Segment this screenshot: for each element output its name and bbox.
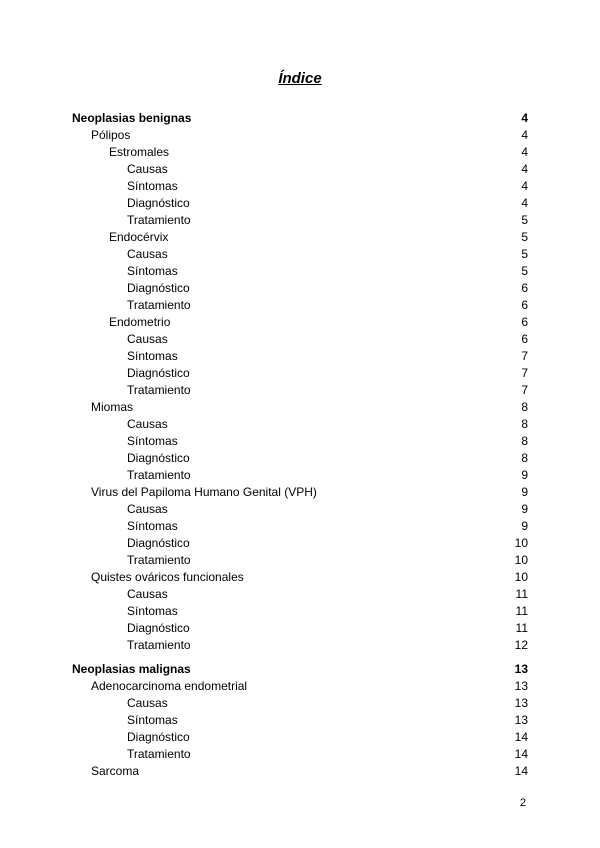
toc-entry-label: Tratamiento (127, 468, 191, 482)
toc-entry[interactable] (72, 178, 528, 195)
toc-entry[interactable] (72, 678, 528, 695)
toc-entry-label: Causas (127, 587, 168, 601)
toc-entry-page: 7 (521, 383, 528, 397)
toc-entry-label: Sarcoma (91, 764, 140, 778)
toc-entry[interactable] (72, 280, 528, 297)
toc-entry-page: 14 (514, 764, 528, 778)
toc-entry[interactable] (72, 161, 528, 178)
toc-entry[interactable] (72, 263, 528, 280)
toc-entry-label: Síntomas (127, 434, 178, 448)
toc-entry[interactable] (72, 746, 528, 763)
toc-entry[interactable] (72, 195, 528, 212)
toc-entry[interactable] (72, 399, 528, 416)
toc-entry-label: Quistes ováricos funcionales (91, 570, 244, 584)
toc-entry-page: 8 (521, 451, 528, 465)
toc-entry[interactable] (72, 127, 528, 144)
toc-entry[interactable] (72, 535, 528, 552)
toc-entry-page: 4 (521, 145, 528, 159)
toc-entry[interactable] (72, 586, 528, 603)
toc-section-entry[interactable] (72, 661, 528, 678)
toc-entry-label: Endometrio (109, 315, 171, 329)
toc-entry-label: Pólipos (91, 128, 131, 142)
toc-entry-label: Tratamiento (127, 383, 191, 397)
toc-entry-page: 13 (514, 713, 528, 727)
toc-entry-label: Virus del Papiloma Humano Genital (VPH) (91, 485, 317, 499)
toc-entry-label: Tratamiento (127, 747, 191, 761)
toc-entry[interactable] (72, 763, 528, 780)
toc-entry-page: 4 (521, 196, 528, 210)
toc-entry[interactable] (72, 518, 528, 535)
toc-entry[interactable] (72, 467, 528, 484)
toc-entry-page: 13 (514, 696, 528, 710)
toc-entry-label: Causas (127, 332, 168, 346)
toc-entry-page: 10 (514, 570, 528, 584)
toc-entry-label: Tratamiento (127, 638, 191, 652)
toc-entry-label: Diagnóstico (127, 281, 190, 295)
toc-entry-page: 6 (521, 281, 528, 295)
toc-entry-label: Causas (127, 417, 168, 431)
toc-entry[interactable] (72, 331, 528, 348)
toc-entry-label: Diagnóstico (127, 730, 190, 744)
toc-entry-page: 11 (515, 587, 528, 601)
toc-entry-label: Síntomas (127, 179, 178, 193)
toc-entry[interactable] (72, 569, 528, 586)
toc-entry-label: Miomas (91, 400, 134, 414)
toc-entry-label: Causas (127, 502, 168, 516)
toc-entry-label: Síntomas (127, 519, 178, 533)
toc-entry-label: Síntomas (127, 604, 178, 618)
toc-entry-page: 7 (521, 349, 528, 363)
toc-entry-page: 12 (514, 638, 528, 652)
toc-entry-label: Causas (127, 247, 168, 261)
toc-entry-label: Síntomas (127, 264, 178, 278)
toc-entry-page: 9 (521, 468, 528, 482)
toc-entry-label: Causas (127, 162, 168, 176)
toc-entry-label: Tratamiento (127, 298, 191, 312)
toc-entry-page: 9 (521, 485, 528, 499)
toc-entry[interactable] (72, 695, 528, 712)
toc-entry-label: Causas (127, 696, 168, 710)
toc-entry-label: Diagnóstico (127, 366, 190, 380)
toc-entry-page: 9 (521, 502, 528, 516)
table-of-contents (72, 110, 528, 780)
toc-entry-page: 6 (521, 315, 528, 329)
toc-entry-page: 8 (521, 417, 528, 431)
toc-entry-label: Síntomas (127, 713, 178, 727)
toc-entry-page: 5 (521, 230, 528, 244)
toc-entry-label: Diagnóstico (127, 536, 190, 550)
toc-entry-label: Neoplasias benignas (72, 111, 192, 125)
toc-entry[interactable] (72, 229, 528, 246)
toc-entry[interactable] (72, 729, 528, 746)
toc-entry-label: Tratamiento (127, 553, 191, 567)
toc-entry[interactable] (72, 246, 528, 263)
toc-entry-page: 9 (521, 519, 528, 533)
toc-entry-page: 10 (514, 553, 528, 567)
toc-entry-page: 6 (521, 332, 528, 346)
toc-entry[interactable] (72, 348, 528, 365)
toc-entry-label: Estromales (109, 145, 170, 159)
toc-entry[interactable] (72, 365, 528, 382)
toc-entry-label: Diagnóstico (127, 621, 190, 635)
page-title: Índice (278, 70, 322, 87)
toc-entry-page: 8 (521, 400, 528, 414)
toc-entry-page: 4 (521, 179, 528, 193)
toc-entry-page: 14 (514, 730, 528, 744)
toc-entry-page: 4 (521, 162, 528, 176)
toc-entry[interactable] (72, 637, 528, 654)
toc-entry-label: Síntomas (127, 349, 178, 363)
toc-entry[interactable] (72, 552, 528, 569)
toc-entry-page: 10 (514, 536, 528, 550)
page-number: 2 (519, 797, 526, 809)
toc-entry-label: Tratamiento (127, 213, 191, 227)
toc-entry[interactable] (72, 297, 528, 314)
toc-entry-page: 7 (521, 366, 528, 380)
toc-entry[interactable] (72, 382, 528, 399)
toc-entry-label: Adenocarcinoma endometrial (91, 679, 248, 693)
toc-entry-page: 5 (521, 213, 528, 227)
toc-entry-page: 14 (514, 747, 528, 761)
toc-entry[interactable] (72, 603, 528, 620)
toc-entry-page: 8 (521, 434, 528, 448)
toc-entry-label: Diagnóstico (127, 196, 190, 210)
toc-entry[interactable] (72, 416, 528, 433)
toc-entry-label: Endocérvix (109, 230, 169, 244)
toc-entry-page: 6 (521, 298, 528, 312)
toc-entry-page: 11 (515, 604, 528, 618)
toc-entry-page: 13 (514, 662, 528, 676)
toc-entry[interactable] (72, 212, 528, 229)
toc-entry-label: Diagnóstico (127, 451, 190, 465)
toc-section-entry[interactable] (72, 110, 528, 127)
toc-entry[interactable] (72, 501, 528, 518)
toc-entry[interactable] (72, 314, 528, 331)
toc-entry-label: Neoplasias malignas (72, 662, 191, 676)
toc-entry-page: 4 (521, 128, 528, 142)
toc-entry-page: 4 (521, 111, 528, 125)
toc-entry-page: 11 (515, 621, 528, 635)
toc-entry[interactable] (72, 144, 528, 161)
toc-entry[interactable] (72, 620, 528, 637)
toc-entry-page: 5 (521, 264, 528, 278)
toc-entry-page: 5 (521, 247, 528, 261)
toc-entry[interactable] (72, 433, 528, 450)
toc-entry[interactable] (72, 484, 528, 501)
toc-entry[interactable] (72, 450, 528, 467)
toc-entry[interactable] (72, 712, 528, 729)
toc-entry-page: 13 (514, 679, 528, 693)
